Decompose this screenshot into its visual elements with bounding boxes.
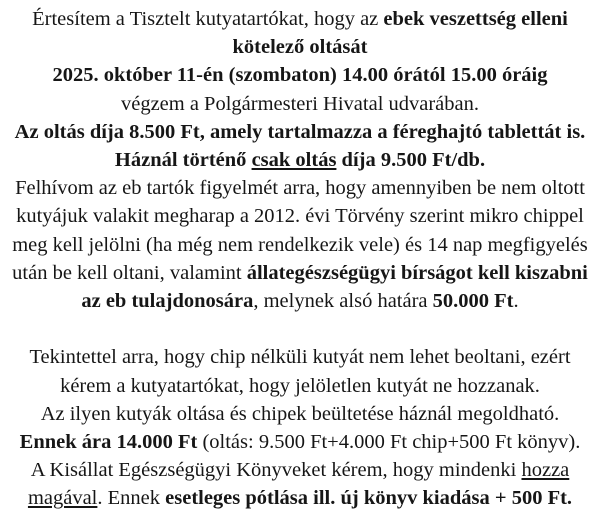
text-line <box>4 146 596 174</box>
text-run: , melynek alsó határa <box>253 290 433 313</box>
text-run: Az ilyen kutyák oltása és chipek beültetése háznál megoldható. <box>40 402 560 425</box>
text-run: állategészségügyi bírságot kell kiszabni <box>246 261 588 284</box>
text-line <box>4 33 596 61</box>
text-run: Ennek ára 14.000 Ft <box>19 431 198 454</box>
text-run: 50.000 Ft <box>432 290 514 313</box>
text-run: magával <box>27 487 98 510</box>
text-run: Tekintettel arra, hogy chip nélküli kutyát nem lehet beoltani, ezért <box>29 346 571 369</box>
text-line <box>4 484 596 512</box>
text-run: Felhívom az eb tartók figyelmét arra, hogy amennyiben be nem oltott <box>15 177 585 200</box>
text-line <box>4 118 596 146</box>
text-line <box>4 5 596 33</box>
text-line <box>4 456 596 484</box>
text-run: Értesítem a Tisztelt kutyatartókat, hogy az <box>32 8 384 30</box>
text-run: végzem a Polgármesteri Hivatal udvarában. <box>120 92 480 115</box>
text-run: kötelező oltását <box>232 36 368 59</box>
text-line <box>4 202 596 230</box>
text-line <box>4 174 596 202</box>
text-run: ebek veszettség elleni <box>383 8 568 30</box>
text-line <box>4 372 596 400</box>
text-run: 2025. október 11-én (szombaton) 14.00 órától 15.00 óráig <box>52 64 548 87</box>
text-run: . Ennek <box>97 487 166 510</box>
text-run: esetleges pótlása ill. új könyv kiadása + 500 Ft. <box>165 487 573 510</box>
text-run: (oltás: 9.500 Ft+4.000 Ft chip+500 Ft könyv). <box>197 431 581 454</box>
text-run: A Kisállat Egészségügyi Könyveket kérem, hogy mindenki <box>30 459 522 482</box>
text-line <box>4 428 596 456</box>
text-line <box>4 231 596 259</box>
text-run: csak oltás <box>251 149 337 172</box>
text-line <box>4 61 596 89</box>
text-line <box>4 400 596 428</box>
text-run: Az oltás díja 8.500 Ft, amely tartalmazza a féreghajtó tablettát is. <box>14 120 586 143</box>
text-run: kutyájuk valakit megharap a 2012. évi Törvény szerint mikro chippel <box>16 205 584 228</box>
text-line <box>4 90 596 118</box>
text-run: az eb tulajdonosára <box>81 290 254 313</box>
text-run: hozza <box>521 459 570 482</box>
blank-line <box>4 315 596 343</box>
text-line <box>4 287 596 315</box>
text-line <box>4 259 596 287</box>
text-run: kérem a kutyatartókat, hogy jelöletlen kutyát ne hozzanak. <box>60 374 540 397</box>
text-run: díja 9.500 Ft/db. <box>336 149 486 172</box>
text-run: meg kell jelölni (ha még nem rendelkezik vele) és 14 nap megfigyelés <box>12 233 588 256</box>
text-line <box>4 343 596 371</box>
text-run: . <box>513 290 519 313</box>
text-run: után be kell oltani, valamint <box>12 261 247 284</box>
text-run: Háznál történő <box>114 149 252 172</box>
